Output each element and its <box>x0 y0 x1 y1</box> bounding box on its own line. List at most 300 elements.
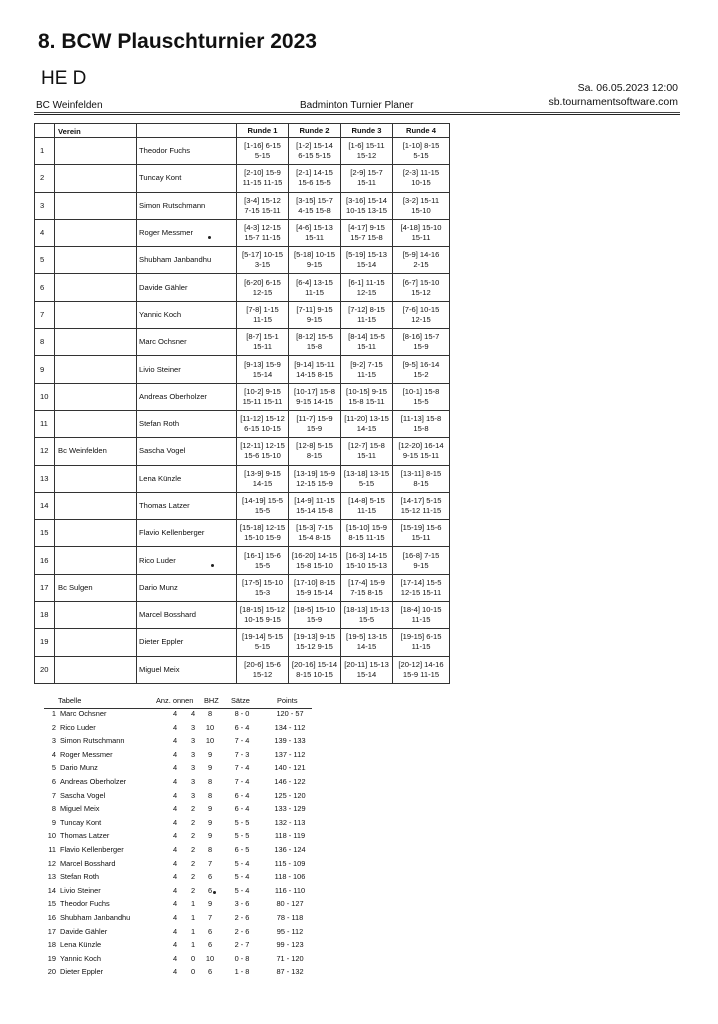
draw-result-round-3: [8-14] 15-5 15-11 <box>341 329 393 356</box>
standings-bhz: 6 <box>207 885 213 895</box>
draw-header-club: Verein <box>55 124 137 138</box>
draw-player-name: Andreas Oberholzer <box>137 383 237 410</box>
draw-result-round-2: [2-1] 14-15 15-6 15-5 <box>289 165 341 192</box>
draw-table <box>34 123 450 684</box>
standings-player: Lena Künzle <box>60 940 102 950</box>
draw-club <box>55 274 137 301</box>
standings-row <box>44 763 312 777</box>
standings-bhz: 9 <box>207 763 213 773</box>
draw-seed-number: 9 <box>35 356 55 383</box>
standings-sets: 5 - 4 <box>234 872 250 882</box>
draw-seed-number: 18 <box>35 602 55 629</box>
organizer-club: BC Weinfelden <box>36 100 103 111</box>
draw-club <box>55 247 137 274</box>
standings-rank: 4 <box>51 749 56 759</box>
draw-row <box>35 329 450 356</box>
draw-result-round-4: [5-9] 14-16 2-15 <box>393 247 450 274</box>
standings-rank: 6 <box>51 776 56 786</box>
standings-wins: 1 <box>190 926 196 936</box>
draw-seed-number: 2 <box>35 165 55 192</box>
standings-row <box>44 750 312 764</box>
draw-result-round-3: [12-7] 15-8 15-11 <box>341 438 393 465</box>
draw-result-round-1: [12-11] 12-15 15-6 15-10 <box>237 438 289 465</box>
standings-wins: 1 <box>190 940 196 950</box>
standings-row <box>44 723 312 737</box>
draw-result-round-2: [12-8] 5-15 8-15 <box>289 438 341 465</box>
standings-points: 118 - 106 <box>274 872 306 882</box>
draw-result-round-1: [19-14] 5-15 5-15 <box>237 629 289 656</box>
standings-points: 87 - 132 <box>276 967 304 977</box>
standings-bhz: 6 <box>207 967 213 977</box>
standings-sets: 6 - 4 <box>234 804 250 814</box>
standings-row <box>44 859 312 873</box>
standings-row <box>44 804 312 818</box>
event-name: HE D <box>41 68 87 89</box>
standings-bhz: 8 <box>207 790 213 800</box>
standings-row <box>44 913 312 927</box>
draw-result-round-1: [15-18] 12-15 15-10 15-9 <box>237 520 289 547</box>
standings-rank: 12 <box>47 858 56 868</box>
standings-bhz: 9 <box>207 831 213 841</box>
draw-seed-number: 16 <box>35 547 55 574</box>
standings-points: 136 - 124 <box>274 844 306 854</box>
standings-wins: 4 <box>190 709 196 718</box>
standings-player: Rico Luder <box>60 722 96 732</box>
standings-wins: 3 <box>190 790 196 800</box>
standings-matches: 4 <box>172 940 178 950</box>
draw-result-round-3: [15-10] 15-9 8-15 11-15 <box>341 520 393 547</box>
standings-player: Andreas Oberholzer <box>60 776 127 786</box>
draw-row <box>35 492 450 519</box>
draw-header-player <box>137 124 237 138</box>
standings-points: 139 - 133 <box>274 736 306 746</box>
standings-sets: 7 - 3 <box>234 749 250 759</box>
standings-points: 116 - 110 <box>274 885 306 895</box>
draw-result-round-2: [20-16] 15-14 8-15 10-15 <box>289 656 341 683</box>
draw-player-name: Marc Ochsner <box>137 329 237 356</box>
standings-points: 115 - 109 <box>274 858 306 868</box>
standings-matches: 4 <box>172 722 178 732</box>
draw-result-round-3: [7-12] 8-15 11-15 <box>341 301 393 328</box>
standings-bhz: 10 <box>205 953 215 963</box>
standings-bhz: 6 <box>207 872 213 882</box>
draw-result-round-4: [1-10] 8-15 5-15 <box>393 138 450 165</box>
standings-wins: 2 <box>190 844 196 854</box>
standings-sets: 1 - 8 <box>234 967 250 977</box>
standings-player: Sascha Vogel <box>60 790 106 800</box>
standings-rank: 19 <box>47 953 56 963</box>
draw-result-round-1: [8-7] 15-1 15-11 <box>237 329 289 356</box>
draw-player-name: Davide Gähler <box>137 274 237 301</box>
draw-row <box>35 547 450 574</box>
draw-row <box>35 574 450 601</box>
standings-row <box>44 872 312 886</box>
draw-result-round-3: [19-5] 13-15 14-15 <box>341 629 393 656</box>
draw-result-round-2: [8-12] 15-5 15-8 <box>289 329 341 356</box>
standings-wins: 2 <box>190 817 196 827</box>
standings-rank: 16 <box>47 912 56 922</box>
draw-player-name: Tuncay Kont <box>137 165 237 192</box>
standings-wins: 0 <box>190 967 196 977</box>
draw-seed-number: 17 <box>35 574 55 601</box>
standings-rank: 8 <box>51 804 56 814</box>
draw-result-round-2: [13-19] 15-9 12-15 15-9 <box>289 465 341 492</box>
standings-header-bhz: BHZ <box>204 696 219 705</box>
draw-row <box>35 438 450 465</box>
draw-seed-number: 12 <box>35 438 55 465</box>
draw-result-round-2: [18-5] 15-10 15-9 <box>289 602 341 629</box>
standings-player: Flavio Kellenberger <box>60 844 124 854</box>
standings-matches: 4 <box>172 885 178 895</box>
draw-club: Bc Sulgen <box>55 574 137 601</box>
standings-wins: 3 <box>190 722 196 732</box>
draw-club <box>55 520 137 547</box>
draw-result-round-1: [7-8] 1-15 11-15 <box>237 301 289 328</box>
draw-result-round-2: [15-3] 7-15 15-4 8-15 <box>289 520 341 547</box>
standings-points: 125 - 120 <box>274 790 306 800</box>
standings-player: Stefan Roth <box>60 872 100 882</box>
draw-row <box>35 629 450 656</box>
draw-result-round-2: [17-10] 8-15 15-9 15-14 <box>289 574 341 601</box>
draw-result-round-3: [10-15] 9-15 15-8 15-11 <box>341 383 393 410</box>
standings-rank: 20 <box>47 967 56 977</box>
standings-wins: 2 <box>190 804 196 814</box>
draw-result-round-3: [11-20] 13-15 14-15 <box>341 410 393 437</box>
draw-row <box>35 301 450 328</box>
draw-club <box>55 465 137 492</box>
draw-result-round-4: [19-15] 6-15 11-15 <box>393 629 450 656</box>
draw-result-round-3: [16-3] 14-15 15-10 15-13 <box>341 547 393 574</box>
standings-rank: 3 <box>51 736 56 746</box>
standings-bhz: 9 <box>207 899 213 909</box>
standings-points: 133 - 129 <box>274 804 306 814</box>
standings-sets: 2 - 6 <box>234 926 250 936</box>
standings-rank: 15 <box>47 899 56 909</box>
draw-player-name: Shubham Janbandhu <box>137 247 237 274</box>
standings-matches: 4 <box>172 817 178 827</box>
draw-result-round-2: [6-4] 13-15 11-15 <box>289 274 341 301</box>
draw-row <box>35 465 450 492</box>
standings-sets: 5 - 5 <box>234 831 250 841</box>
standings-row <box>44 954 312 968</box>
draw-result-round-1: [1-16] 6-15 5-15 <box>237 138 289 165</box>
draw-row <box>35 383 450 410</box>
draw-seed-number: 19 <box>35 629 55 656</box>
draw-club <box>55 602 137 629</box>
draw-club <box>55 356 137 383</box>
draw-player-name: Flavio Kellenberger <box>137 520 237 547</box>
draw-result-round-1: [16-1] 15-6 15-5 <box>237 547 289 574</box>
draw-row <box>35 602 450 629</box>
draw-result-round-4: [17-14] 15-5 12-15 15-11 <box>393 574 450 601</box>
draw-seed-number: 5 <box>35 247 55 274</box>
draw-result-round-4: [8-16] 15-7 15-9 <box>393 329 450 356</box>
scan-dot <box>208 236 211 239</box>
draw-seed-number: 1 <box>35 138 55 165</box>
standings-player: Livio Steiner <box>60 885 101 895</box>
standings-rank: 18 <box>47 940 56 950</box>
standings-player: Marcel Bosshard <box>60 858 116 868</box>
standings-matches: 4 <box>172 872 178 882</box>
draw-result-round-2: [4-6] 15-13 15-11 <box>289 219 341 246</box>
standings-row <box>44 845 312 859</box>
standings-matches: 4 <box>172 749 178 759</box>
draw-result-round-1: [10-2] 9-15 15-11 15-11 <box>237 383 289 410</box>
draw-club <box>55 192 137 219</box>
standings-player: Theodor Fuchs <box>60 899 110 909</box>
standings-sets: 6 - 4 <box>234 790 250 800</box>
standings-bhz: 8 <box>207 776 213 786</box>
draw-result-round-2: [14-9] 11-15 15-14 15-8 <box>289 492 341 519</box>
standings-header-anz: Anz. onnen <box>156 696 194 705</box>
draw-result-round-4: [2-3] 11-15 10-15 <box>393 165 450 192</box>
draw-club <box>55 410 137 437</box>
draw-seed-number: 10 <box>35 383 55 410</box>
draw-result-round-2: [7-11] 9-15 9-15 <box>289 301 341 328</box>
draw-club <box>55 547 137 574</box>
draw-result-round-3: [13-18] 13-15 5-15 <box>341 465 393 492</box>
standings-wins: 0 <box>190 953 196 963</box>
standings-sets: 8 - 0 <box>234 709 250 718</box>
standings-points: 95 - 112 <box>276 926 304 936</box>
draw-result-round-3: [3-16] 15-14 10-15 13-15 <box>341 192 393 219</box>
standings-rank: 2 <box>51 722 56 732</box>
draw-result-round-4: [9-5] 16-14 15-2 <box>393 356 450 383</box>
standings-points: 140 - 121 <box>274 763 306 773</box>
draw-player-name: Miguel Meix <box>137 656 237 683</box>
draw-result-round-4: [16-8] 7-15 9-15 <box>393 547 450 574</box>
draw-player-name: Marcel Bosshard <box>137 602 237 629</box>
draw-row <box>35 656 450 683</box>
standings-player: Dario Munz <box>60 763 98 773</box>
draw-result-round-1: [6-20] 6-15 12-15 <box>237 274 289 301</box>
draw-result-round-1: [9-13] 15-9 15-14 <box>237 356 289 383</box>
draw-result-round-2: [1-2] 15-14 6-15 5-15 <box>289 138 341 165</box>
standings-header-points: Points <box>277 696 298 705</box>
draw-seed-number: 20 <box>35 656 55 683</box>
draw-result-round-3: [17-4] 15-9 7-15 8-15 <box>341 574 393 601</box>
standings-header-table: Tabelle <box>58 696 82 705</box>
standings-row <box>44 831 312 845</box>
draw-result-round-3: [6-1] 11-15 12-15 <box>341 274 393 301</box>
standings-wins: 2 <box>190 858 196 868</box>
draw-result-round-3: [9-2] 7-15 11-15 <box>341 356 393 383</box>
standings-bhz: 9 <box>207 804 213 814</box>
standings-bhz: 6 <box>207 940 213 950</box>
draw-result-round-4: [6-7] 15-10 15-12 <box>393 274 450 301</box>
standings-matches: 4 <box>172 831 178 841</box>
draw-player-name: Theodor Fuchs <box>137 138 237 165</box>
standings-player: Simon Rutschmann <box>60 736 125 746</box>
draw-seed-number: 3 <box>35 192 55 219</box>
standings-wins: 2 <box>190 872 196 882</box>
standings-sets: 7 - 4 <box>234 763 250 773</box>
standings-points: 71 - 120 <box>276 953 304 963</box>
draw-result-round-3: [20-11] 15-13 15-14 <box>341 656 393 683</box>
standings-player: Yannic Koch <box>60 953 101 963</box>
standings-matches: 4 <box>172 763 178 773</box>
standings-sets: 2 - 6 <box>234 912 250 922</box>
draw-result-round-1: [4-3] 12-15 15-7 11-15 <box>237 219 289 246</box>
standings-row <box>44 886 312 900</box>
draw-seed-number: 15 <box>35 520 55 547</box>
draw-result-round-4: [14-17] 5-15 15-12 11-15 <box>393 492 450 519</box>
draw-result-round-3: [14-8] 5-15 11-15 <box>341 492 393 519</box>
standings-wins: 3 <box>190 776 196 786</box>
standings-matches: 4 <box>172 899 178 909</box>
standings-row <box>44 709 312 723</box>
standings-player: Marc Ochsner <box>60 709 107 718</box>
draw-header-row <box>35 124 450 138</box>
draw-header-round-4: Runde 4 <box>393 124 450 138</box>
standings-player: Roger Messmer <box>60 749 113 759</box>
draw-row <box>35 274 450 301</box>
draw-result-round-2: [19-13] 9-15 15-12 9-15 <box>289 629 341 656</box>
draw-row <box>35 356 450 383</box>
draw-result-round-1: [13-9] 9-15 14-15 <box>237 465 289 492</box>
standings-rank: 10 <box>47 831 56 841</box>
draw-club: Bc Weinfelden <box>55 438 137 465</box>
draw-club <box>55 492 137 519</box>
standings-sets: 5 - 5 <box>234 817 250 827</box>
standings-header-sets: Sätze <box>231 696 250 705</box>
draw-row <box>35 138 450 165</box>
standings-rank: 9 <box>51 817 56 827</box>
standings-player: Miguel Meix <box>60 804 100 814</box>
standings-player: Dieter Eppler <box>60 967 104 977</box>
draw-result-round-2: [5-18] 10-15 9-15 <box>289 247 341 274</box>
standings-matches: 4 <box>172 912 178 922</box>
planner-label: Badminton Turnier Planer <box>300 100 414 111</box>
standings-player: Thomas Latzer <box>60 831 110 841</box>
draw-row <box>35 410 450 437</box>
page-title: 8. BCW Plauschturnier 2023 <box>38 30 317 53</box>
standings-row <box>44 736 312 750</box>
standings-wins: 2 <box>190 885 196 895</box>
standings-row <box>44 967 312 981</box>
standings-sets: 7 - 4 <box>234 736 250 746</box>
standings-player: Tuncay Kont <box>60 817 102 827</box>
standings-header <box>44 696 312 709</box>
draw-club <box>55 219 137 246</box>
draw-result-round-3: [2-9] 15-7 15-11 <box>341 165 393 192</box>
standings-row <box>44 899 312 913</box>
draw-seed-number: 13 <box>35 465 55 492</box>
standings-rank: 7 <box>51 790 56 800</box>
divider <box>34 112 680 113</box>
draw-player-name: Stefan Roth <box>137 410 237 437</box>
draw-club <box>55 629 137 656</box>
draw-club <box>55 301 137 328</box>
draw-row <box>35 192 450 219</box>
draw-result-round-4: [20-12] 14-16 15-9 11-15 <box>393 656 450 683</box>
standings-points: 118 - 119 <box>274 831 306 841</box>
standings-matches: 4 <box>172 967 178 977</box>
standings-points: 137 - 112 <box>274 749 306 759</box>
standings-matches: 4 <box>172 776 178 786</box>
draw-result-round-4: [12-20] 16-14 9-15 15-11 <box>393 438 450 465</box>
standings-rank: 1 <box>51 709 56 718</box>
standings-matches: 4 <box>172 953 178 963</box>
standings-wins: 1 <box>190 899 196 909</box>
standings-sets: 2 - 7 <box>234 940 250 950</box>
draw-player-name: Lena Künzle <box>137 465 237 492</box>
standings-rank: 11 <box>48 844 56 854</box>
draw-club <box>55 165 137 192</box>
draw-result-round-2: [9-14] 15-11 14-15 8-15 <box>289 356 341 383</box>
standings-sets: 5 - 4 <box>234 885 250 895</box>
standings-table <box>44 696 312 981</box>
standings-bhz: 7 <box>207 912 213 922</box>
standings-matches: 4 <box>172 858 178 868</box>
site-link[interactable]: sb.tournamentsoftware.com <box>548 96 678 108</box>
standings-points: 146 - 122 <box>274 776 306 786</box>
draw-seed-number: 8 <box>35 329 55 356</box>
draw-result-round-4: [11-13] 15-8 15-8 <box>393 410 450 437</box>
draw-seed-number: 6 <box>35 274 55 301</box>
standings-points: 120 - 57 <box>276 709 304 718</box>
standings-matches: 4 <box>172 926 178 936</box>
draw-result-round-3: [18-13] 15-13 15-5 <box>341 602 393 629</box>
standings-bhz: 10 <box>205 736 215 746</box>
draw-player-name: Livio Steiner <box>137 356 237 383</box>
draw-seed-number: 7 <box>35 301 55 328</box>
draw-header-round-1: Runde 1 <box>237 124 289 138</box>
standings-matches: 4 <box>172 709 178 718</box>
draw-result-round-1: [3-4] 15-12 7-15 15-11 <box>237 192 289 219</box>
standings-row <box>44 818 312 832</box>
standings-matches: 4 <box>172 790 178 800</box>
draw-result-round-3: [4-17] 9-15 15-7 15-8 <box>341 219 393 246</box>
event-datetime: Sa. 06.05.2023 12:00 <box>577 82 678 94</box>
standings-wins: 3 <box>190 763 196 773</box>
draw-result-round-2: [11-7] 15-9 15-9 <box>289 410 341 437</box>
standings-bhz: 9 <box>207 817 213 827</box>
scan-dot <box>211 564 214 567</box>
draw-result-round-1: [5-17] 10-15 3-15 <box>237 247 289 274</box>
draw-row <box>35 247 450 274</box>
standings-sets: 0 - 8 <box>234 953 250 963</box>
draw-seed-number: 14 <box>35 492 55 519</box>
draw-result-round-4: [15-19] 15-6 15-11 <box>393 520 450 547</box>
draw-result-round-4: [4-18] 15-10 15-11 <box>393 219 450 246</box>
standings-row <box>44 791 312 805</box>
draw-result-round-4: [18-4] 10-15 11-15 <box>393 602 450 629</box>
standings-matches: 4 <box>172 736 178 746</box>
draw-result-round-2: [16-20] 14-15 15-8 15-10 <box>289 547 341 574</box>
draw-result-round-1: [20-6] 15-6 15-12 <box>237 656 289 683</box>
draw-header-num <box>35 124 55 138</box>
standings-bhz: 7 <box>207 858 213 868</box>
standings-rank: 13 <box>47 872 56 882</box>
draw-player-name: Rico Luder <box>137 547 237 574</box>
draw-result-round-1: [18-15] 15-12 10-15 9-15 <box>237 602 289 629</box>
standings-points: 134 - 112 <box>274 722 306 732</box>
standings-sets: 3 - 6 <box>234 899 250 909</box>
draw-result-round-4: [13-11] 8-15 8-15 <box>393 465 450 492</box>
draw-player-name: Thomas Latzer <box>137 492 237 519</box>
standings-row <box>44 940 312 954</box>
standings-wins: 3 <box>190 749 196 759</box>
standings-sets: 5 - 4 <box>234 858 250 868</box>
standings-bhz: 10 <box>205 722 215 732</box>
standings-sets: 6 - 4 <box>234 722 250 732</box>
standings-points: 99 - 123 <box>276 940 304 950</box>
standings-wins: 1 <box>190 912 196 922</box>
draw-header-round-3: Runde 3 <box>341 124 393 138</box>
draw-club <box>55 656 137 683</box>
draw-player-name: Roger Messmer <box>137 219 237 246</box>
